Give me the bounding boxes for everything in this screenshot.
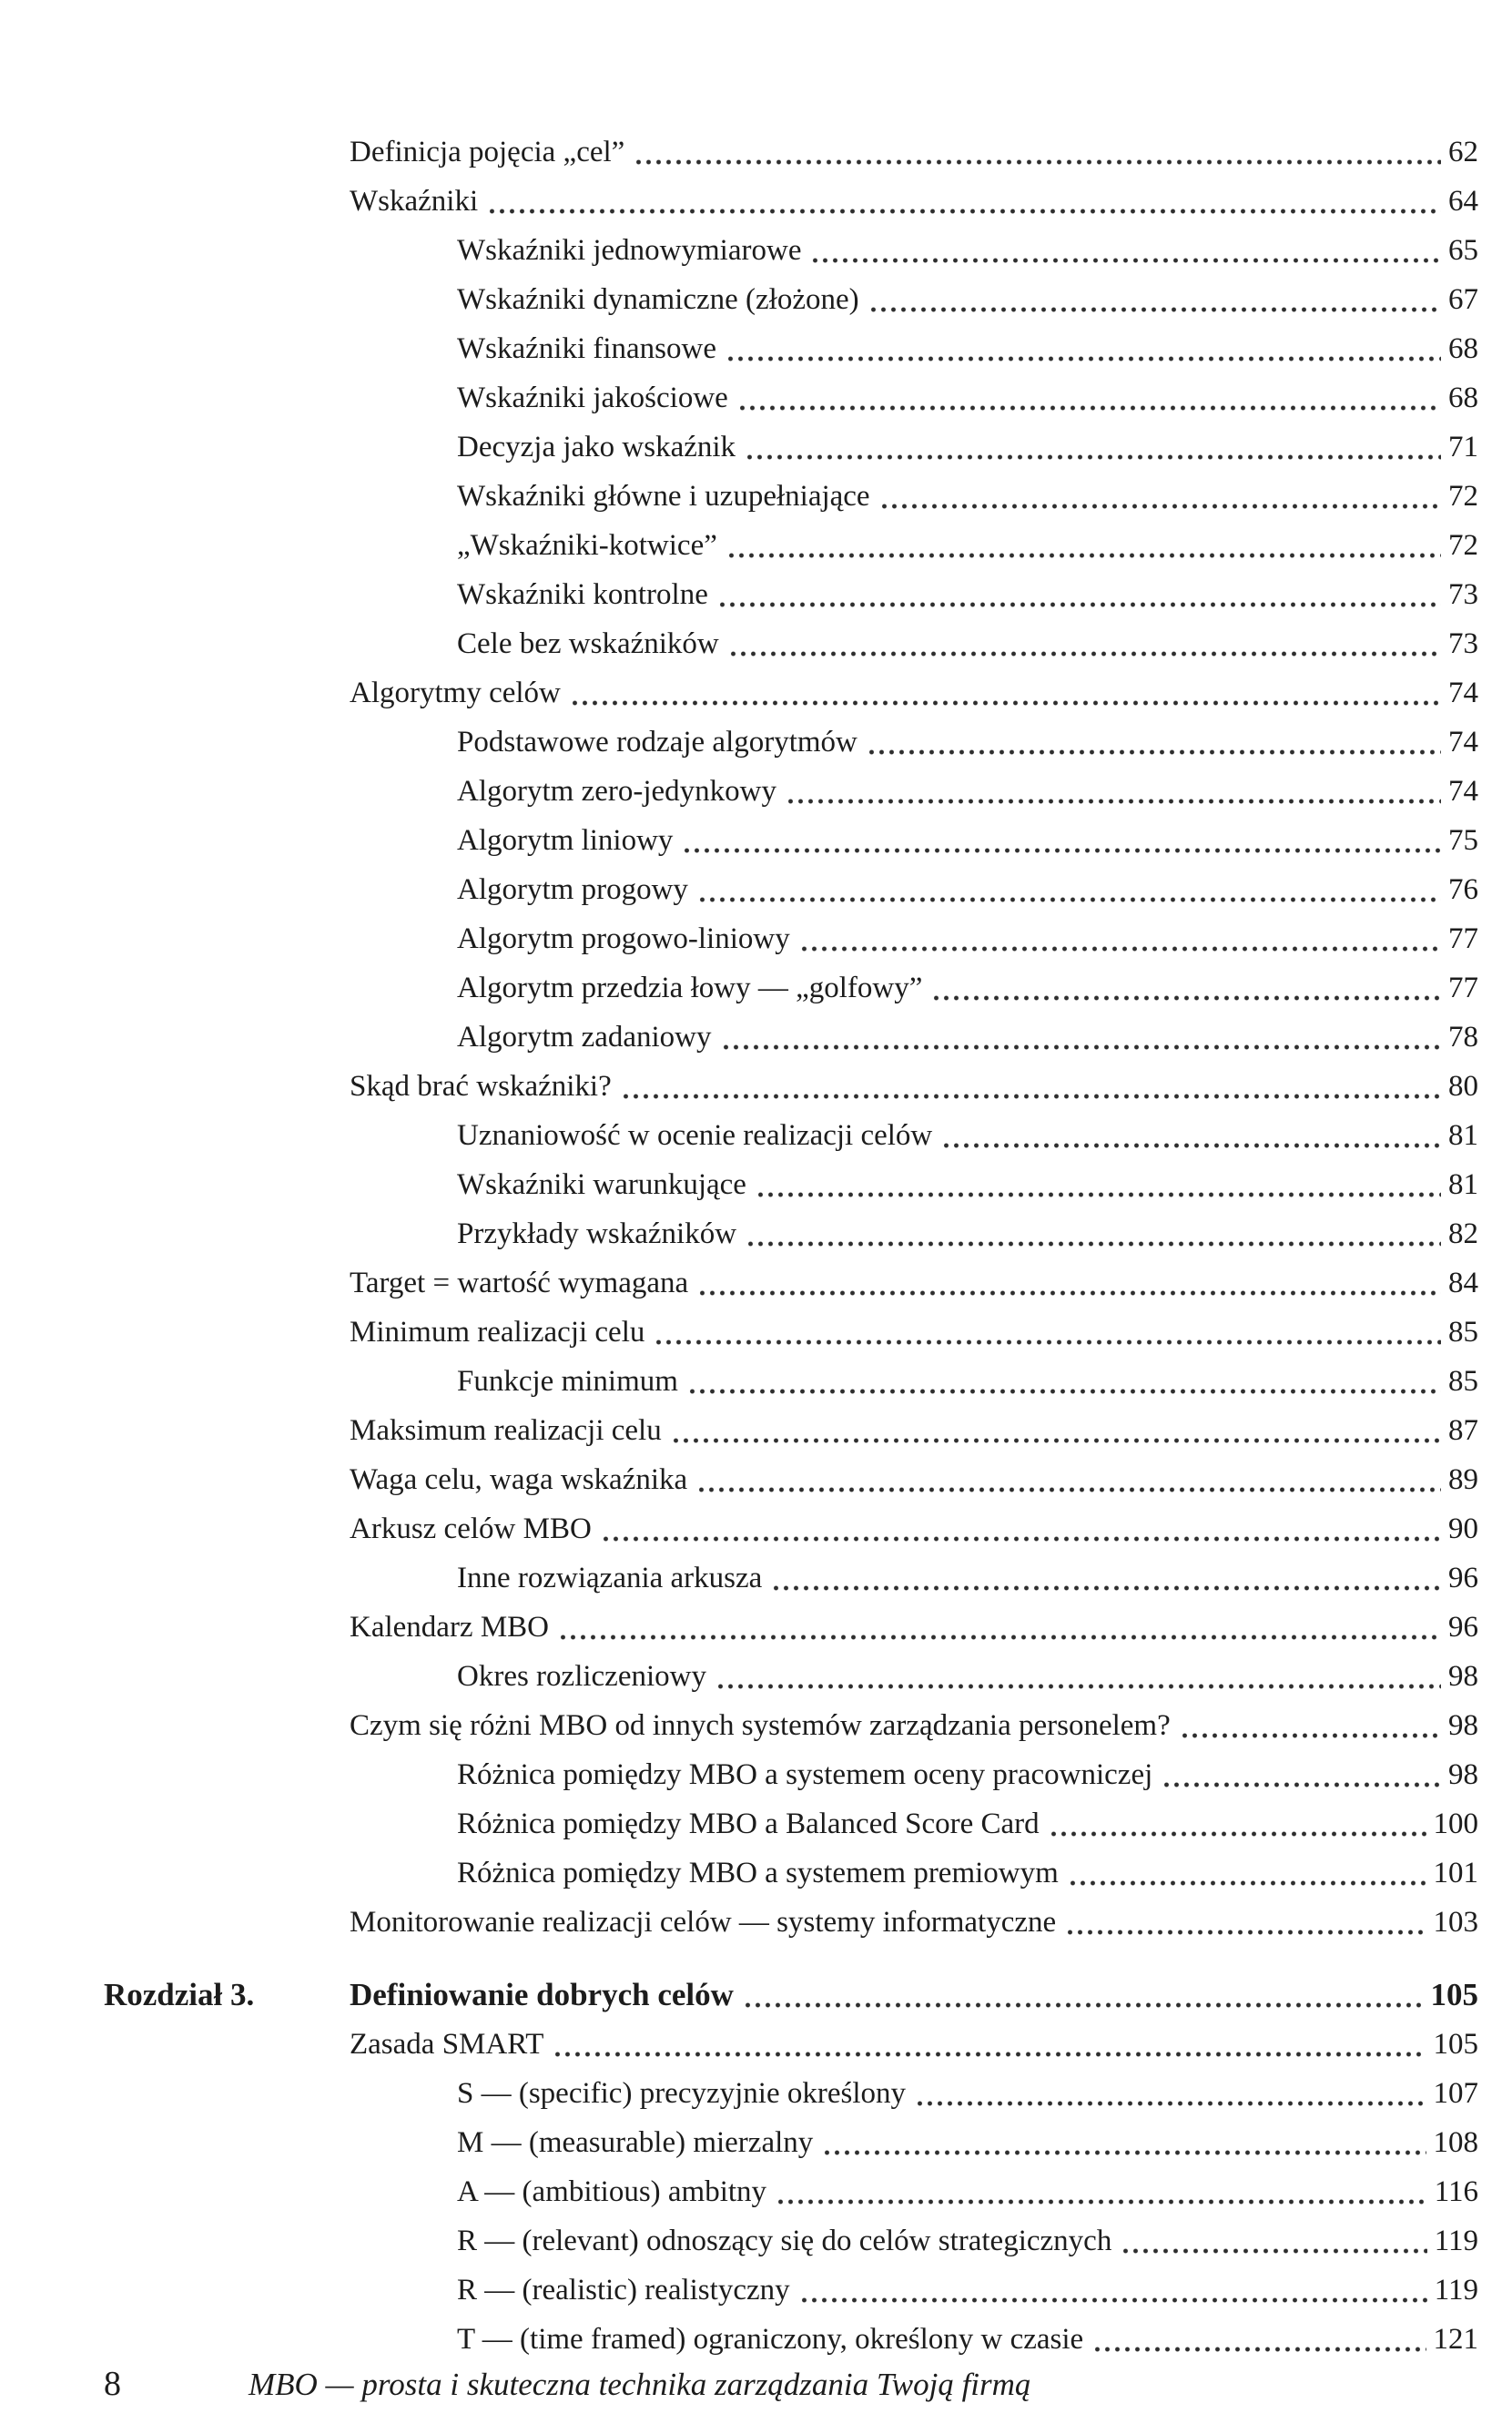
toc-entry [104,1750,1478,1799]
toc-entry-page: 62 [1448,136,1478,168]
toc-entry-label: Algorytm zadaniowy [457,1021,712,1054]
toc-entry [104,226,1478,275]
toc-entry [104,1013,1478,1062]
dot-leader [558,1603,1441,1652]
dot-leader [687,1357,1441,1406]
toc-entry-label: S — (specific) precyzyjnie określony [457,2077,907,2110]
toc-entry-page: 85 [1448,1316,1478,1349]
toc-entry-page: 64 [1448,185,1478,218]
toc-entry-label: Waga celu, waga wskaźnika [350,1463,688,1496]
toc-entry-page: 74 [1448,775,1478,808]
toc-entry [104,570,1478,619]
dot-leader [1049,1799,1426,1848]
dot-leader [799,2266,1427,2315]
toc-entry-label: Algorytm przedzia łowy — „golfowy” [457,972,923,1004]
dot-leader [621,1062,1441,1111]
dot-leader [737,373,1441,423]
toc-entry-page: 105 [1433,2028,1478,2061]
toc-entry [104,1406,1478,1455]
toc-entry [104,1062,1478,1111]
toc-entry-page: 65 [1448,234,1478,267]
toc-entry-label: Decyzja jako wskaźnik [457,431,736,463]
toc-entry [104,2069,1478,2118]
toc-entry-page: 89 [1448,1463,1478,1496]
dot-leader [745,423,1441,472]
toc-entry-label: Wskaźniki główne i uzupełniające [457,480,870,513]
toc-list [104,127,1478,2364]
toc-entry-page: 77 [1448,922,1478,955]
dot-leader [697,865,1441,914]
toc-entry-page: 68 [1448,332,1478,365]
toc-entry [104,1652,1478,1701]
running-footer-title: MBO — prosta i skuteczna technika zarządzania Twoją firmą [249,2367,1031,2402]
toc-entry [104,423,1478,472]
toc-entry-label: Inne rozwiązania arkusza [457,1562,763,1594]
toc-entry-label: Podstawowe rodzaje algorytmów [457,726,857,759]
toc-entry-label: R — (realistic) realistyczny [457,2274,790,2307]
toc-entry [104,1799,1478,1848]
toc-entry-label: Cele bez wskaźników [457,627,719,660]
toc-entry-page: 107 [1433,2077,1478,2110]
page-footer [104,2364,1478,2404]
toc-entry-page: 82 [1448,1217,1478,1250]
toc-entry-label: Wskaźniki [350,185,479,218]
toc-entry [104,2167,1478,2216]
toc-entry-page: 81 [1448,1168,1478,1201]
dot-leader [721,1013,1441,1062]
toc-entry-page: 77 [1448,972,1478,1004]
dot-leader [715,1652,1441,1701]
toc-entry [104,767,1478,816]
toc-entry [104,2020,1478,2069]
dot-leader [671,1406,1441,1455]
dot-leader [746,1209,1441,1258]
toc-entry-page: 81 [1448,1119,1478,1152]
toc-entry-page: 76 [1448,873,1478,906]
toc-entry-label: Algorytm progowo-liniowy [457,922,790,955]
dot-leader [915,2069,1426,2118]
toc-entry-label: „Wskaźniki-kotwice” [457,529,717,562]
toc-entry [104,914,1478,963]
dot-leader [682,816,1441,865]
toc-entry [104,2266,1478,2315]
toc-entry [104,865,1478,914]
toc-entry-label: R — (relevant) odnoszący się do celów strategicznych [457,2225,1112,2257]
toc-entry [104,472,1478,521]
toc-entry [104,619,1478,668]
toc-entry-label: Zasada SMART [350,2028,544,2061]
toc-entry-page: 116 [1434,2175,1478,2208]
toc-entry-label: Różnica pomiędzy MBO a systemem premiowym [457,1857,1059,1889]
toc-entry [104,1504,1478,1553]
toc-entry [104,1258,1478,1308]
toc-chapter-row [104,1971,1478,2020]
dot-leader [1162,1750,1441,1799]
toc-entry [104,816,1478,865]
toc-entry-label: Czym się różni MBO od innych systemów zarządzania personelem? [350,1709,1171,1742]
toc-entry-page: 68 [1448,382,1478,414]
dot-leader [726,521,1441,570]
toc-entry [104,127,1478,177]
toc-entry-page: 72 [1448,529,1478,562]
toc-entry [104,718,1478,767]
toc-entry-label: Uznaniowość w ocenie realizacji celów [457,1119,933,1152]
dot-leader [570,668,1441,718]
page-number: 8 [104,2365,121,2403]
toc-entry [104,1209,1478,1258]
toc-entry-page: 98 [1448,1660,1478,1693]
toc-entry [104,275,1478,324]
dot-leader [799,914,1441,963]
toc-entry-page: 78 [1448,1021,1478,1054]
toc-entry-label: Wskaźniki warunkujące [457,1168,746,1201]
toc-entry-label: Algorytm liniowy [457,824,674,857]
toc-entry-page: 71 [1448,431,1478,463]
dot-leader [1092,2315,1426,2364]
toc-entry-page: 103 [1433,1906,1478,1939]
toc-entry [104,521,1478,570]
toc-entry-label: Algorytmy celów [350,677,561,709]
toc-entry-label: A — (ambitious) ambitny [457,2175,767,2208]
toc-entry [104,2118,1478,2167]
toc-entry-label: Monitorowanie realizacji celów — systemy informatyczne [350,1906,1057,1939]
toc-entry [104,1701,1478,1750]
dot-leader [776,2167,1427,2216]
dot-leader [697,1258,1441,1308]
toc-entry [104,1160,1478,1209]
toc-entry-label: Target = wartość wymagana [350,1267,689,1299]
toc-entry-page: 87 [1448,1414,1478,1447]
toc-entry-label: Wskaźniki jakościowe [457,382,728,414]
dot-leader [634,127,1441,177]
toc-entry-page: 90 [1448,1512,1478,1545]
dot-leader [654,1308,1441,1357]
toc-entry [104,1308,1478,1357]
toc-entry [104,1553,1478,1603]
dot-leader [696,1455,1441,1504]
toc-entry [104,2216,1478,2266]
toc-entry-page: 80 [1448,1070,1478,1103]
toc-entry-page: 75 [1448,824,1478,857]
toc-entry-label: Różnica pomiędzy MBO a Balanced Score Card [457,1808,1040,1840]
toc-entry-page: 67 [1448,283,1478,316]
toc-entry [104,1848,1478,1898]
toc-entry-page: 72 [1448,480,1478,513]
dot-leader [726,324,1441,373]
dot-leader [867,718,1441,767]
toc-entry-label: Wskaźniki jednowymiarowe [457,234,802,267]
dot-leader [553,2020,1426,2069]
dot-leader [786,767,1441,816]
dot-leader [931,963,1441,1013]
dot-leader [1121,2216,1426,2266]
dot-leader [487,177,1441,226]
toc-entry-label: Kalendarz MBO [350,1611,550,1644]
toc-entry-label: Funkcje minimum [457,1365,678,1398]
toc-entry-page: 101 [1433,1857,1478,1889]
toc-entry [104,1455,1478,1504]
toc-entry [104,668,1478,718]
chapter-number-label: Rozdział 3. [104,1977,255,2012]
toc-entry-label: T — (time framed) ograniczony, określony w czasie [457,2323,1084,2356]
dot-leader [1065,1898,1426,1947]
dot-leader [810,226,1441,275]
toc-entry [104,1603,1478,1652]
toc-entry-label: Maksimum realizacji celu [350,1414,662,1447]
toc-entry [104,1898,1478,1947]
dot-leader [879,472,1441,521]
toc-entry [104,373,1478,423]
toc-entry-page: 98 [1448,1758,1478,1791]
toc-entry-page: 96 [1448,1611,1478,1644]
toc-entry [104,1111,1478,1160]
dot-leader [1068,1848,1426,1898]
dot-leader [717,570,1441,619]
dot-leader [1180,1701,1441,1750]
toc-entry-label: Arkusz celów MBO [350,1512,592,1545]
toc-entry-label: Minimum realizacji celu [350,1316,645,1349]
toc-entry-page: 98 [1448,1709,1478,1742]
toc-entry-page: 84 [1448,1267,1478,1299]
toc-entry [104,1357,1478,1406]
dot-leader [743,1971,1424,2020]
toc-entry [104,2315,1478,2364]
toc-entry-page: 100 [1433,1808,1478,1840]
dot-leader [771,1553,1441,1603]
toc-entry-label: Wskaźniki dynamiczne (złożone) [457,283,859,316]
chapter-title: Definiowanie dobrych celów [350,1977,734,2012]
toc-entry-label: M — (measurable) mierzalny [457,2126,814,2159]
toc-entry-page: 74 [1448,677,1478,709]
toc-entry-label: Algorytm zero-jedynkowy [457,775,776,808]
dot-leader [756,1160,1441,1209]
toc-entry-page: 73 [1448,578,1478,611]
toc-entry-page: 74 [1448,726,1478,759]
toc-entry-page: 121 [1433,2323,1478,2356]
toc-entry-page: 108 [1433,2126,1478,2159]
toc-entry-page: 119 [1434,2225,1478,2257]
toc-entry-label: Skąd brać wskaźniki? [350,1070,612,1103]
toc-entry-label: Okres rozliczeniowy [457,1660,706,1693]
toc-entry [104,963,1478,1013]
toc-entry-label: Algorytm progowy [457,873,688,906]
toc-entry-page: 96 [1448,1562,1478,1594]
dot-leader [941,1111,1441,1160]
toc-entry-page: 85 [1448,1365,1478,1398]
toc-entry-page: 105 [1430,1977,1478,2012]
dot-leader [868,275,1441,324]
dot-leader [601,1504,1441,1553]
toc-entry-label: Wskaźniki kontrolne [457,578,708,611]
toc-entry [104,324,1478,373]
toc-entry-label: Przykłady wskaźników [457,1217,737,1250]
dot-leader [728,619,1441,668]
toc-entry-page: 119 [1434,2274,1478,2307]
toc-entry-page: 73 [1448,627,1478,660]
toc-entry [104,177,1478,226]
dot-leader [822,2118,1426,2167]
toc-entry-label: Wskaźniki finansowe [457,332,716,365]
toc-entry-label: Różnica pomiędzy MBO a systemem oceny pracowniczej [457,1758,1153,1791]
toc-entry-label: Definicja pojęcia „cel” [350,136,625,168]
